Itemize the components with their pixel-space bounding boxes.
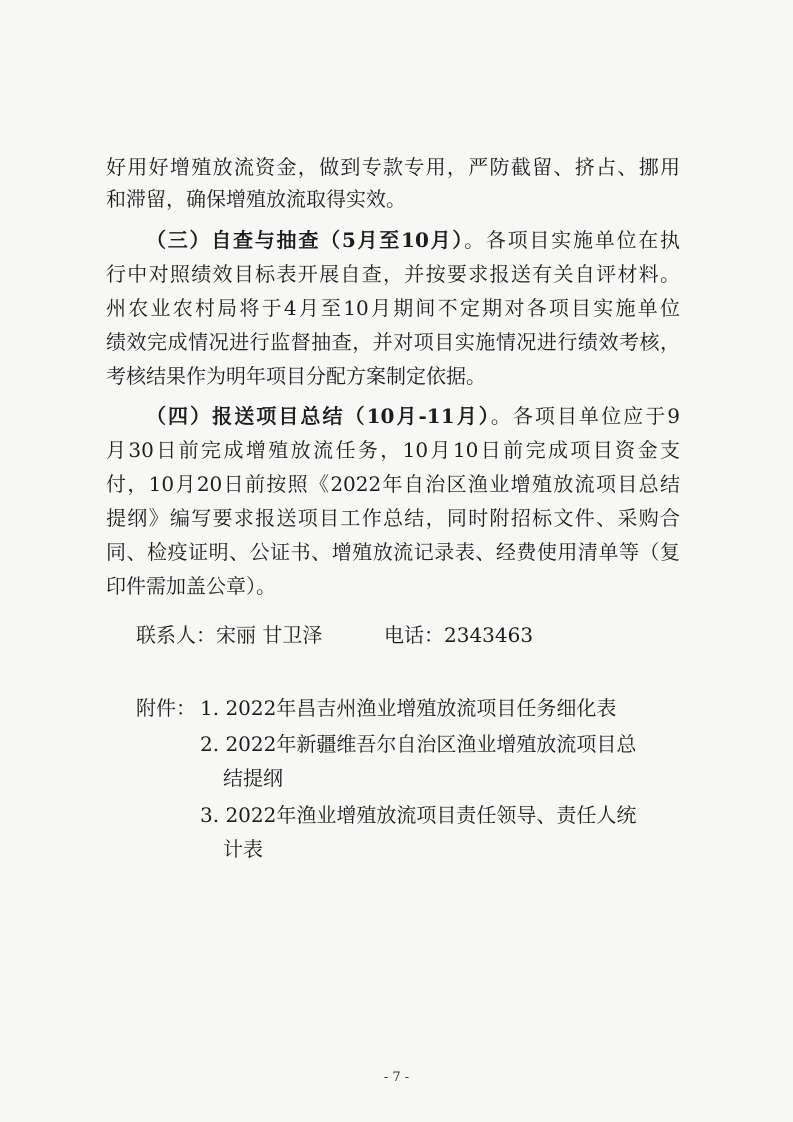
contact-line [136, 620, 534, 650]
attachments-label: 附件： [136, 696, 196, 720]
contact-phone: 电话：2343463 [384, 623, 534, 647]
paragraph-line: 州农业农村局将于4月至10月期间不定期对各项目实施单位 [106, 296, 680, 320]
paragraph-line: 月30日前完成增殖放流任务，10月10日前完成项目资金支 [106, 438, 680, 462]
paragraph-line: 行中对照绩效目标表开展自查，并按要求报送有关自评材料。 [106, 262, 680, 286]
paragraph-line: 付，10月20日前按照《2022年自治区渔业增殖放流项目总结 [106, 472, 680, 496]
contact-person: 联系人：宋丽 甘卫泽 [136, 623, 323, 647]
attachment-item: 2. 2022年新疆维吾尔自治区渔业增殖放流项目总 [200, 732, 637, 756]
section-4-heading: （四）报送项目总结（10月-11月） [146, 404, 491, 428]
paragraph-text: 。各项目单位应于9 [490, 404, 680, 428]
attachment-item-continuation: 计表 [223, 837, 263, 861]
page-number: - 7 - [383, 1070, 410, 1085]
section-3-first-line [106, 225, 680, 255]
section-4-first-line [106, 401, 680, 431]
section-3-heading: （三）自查与抽查（5月至10月） [146, 228, 465, 252]
attachment-item: 1. 2022年昌吉州渔业增殖放流项目任务细化表 [200, 696, 617, 720]
attachment-item-continuation: 结提纲 [223, 766, 283, 790]
attachment-item: 3. 2022年渔业增殖放流项目责任领导、责任人统 [200, 803, 637, 827]
paragraph-line: 好用好增殖放流资金，做到专款专用，严防截留、挤占、挪用 [106, 155, 680, 179]
paragraph-line: 和滞留，确保增殖放流取得实效。 [106, 187, 406, 211]
paragraph-text: 。各项目实施单位在执 [464, 228, 680, 252]
paragraph-line: 考核结果作为明年项目分配方案制定依据。 [106, 364, 486, 388]
paragraph-line: 绩效完成情况进行监督抽查，并对项目实施情况进行绩效考核， [106, 330, 680, 354]
paragraph-line: 印件需加盖公章）。 [106, 574, 276, 598]
paragraph-line: 同、检疫证明、公证书、增殖放流记录表、经费使用清单等（复 [106, 540, 680, 564]
paragraph-line: 提纲》编写要求报送项目工作总结，同时附招标文件、采购合 [106, 506, 680, 530]
